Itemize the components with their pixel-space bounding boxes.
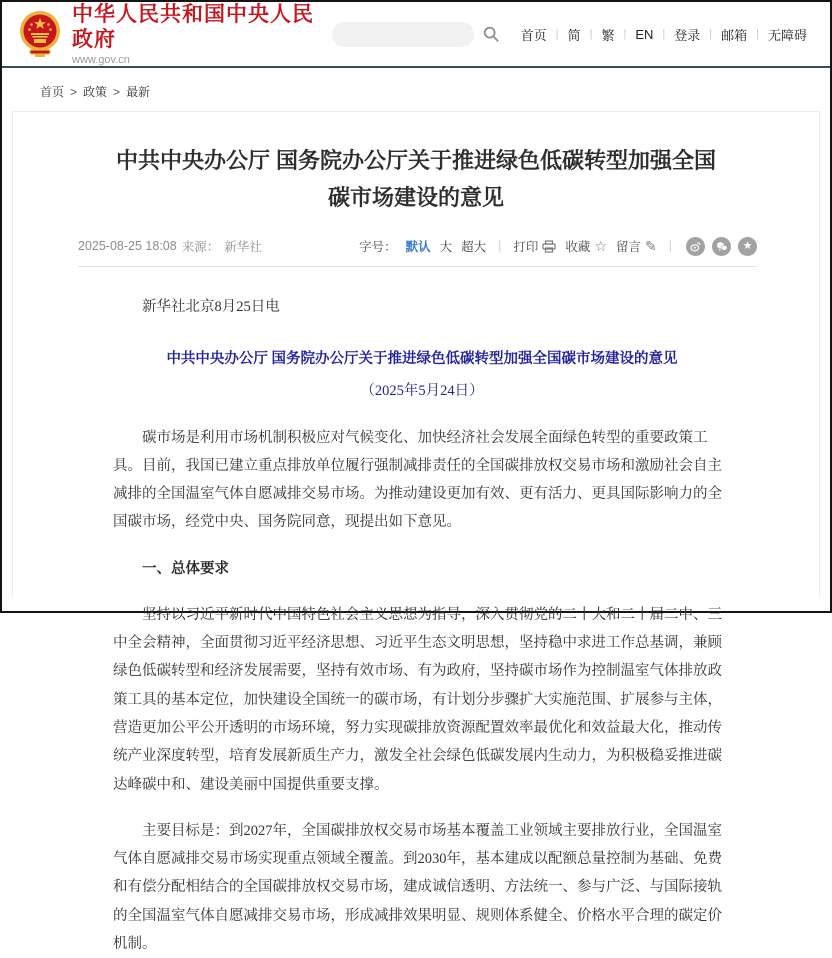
fontsize-label: 字号： xyxy=(359,240,397,255)
article-container xyxy=(12,111,820,952)
print-label: 打印 xyxy=(513,240,539,255)
share-wechat-button[interactable] xyxy=(712,237,731,256)
favorite-button[interactable] xyxy=(565,237,607,255)
paragraph-main-goals: 主要目标是：到2027年，全国碳排放权交易市场基本覆盖工业领域主要排放行业，全国温室气体自愿减排交易市场实现重点领域全覆盖。到2030年，基本建成以配额总量控制为基础、免费和有偿分配相结合的全国碳排放权交易市场，建成诚信透明、方法统一、参与广泛、与国际接轨的全国温室气体自愿减排交易市场，形成减排效果明显、规则体系健全、价格水平合理的碳定价机制。 xyxy=(113,822,722,952)
document-date: （2025年5月24日） xyxy=(360,383,484,400)
site-header xyxy=(2,2,830,68)
source-name[interactable]: 新华社 xyxy=(224,240,262,255)
article-body xyxy=(113,293,731,958)
comment-button[interactable] xyxy=(616,237,657,255)
qzone-star-icon: ★ xyxy=(742,239,753,252)
fontsize-large-button[interactable]: 大 xyxy=(439,240,453,255)
search-input[interactable] xyxy=(332,22,474,47)
breadcrumb xyxy=(2,68,830,111)
breadcrumb-policy[interactable]: 政策 xyxy=(83,85,108,99)
nav-login[interactable]: 登录 xyxy=(674,27,701,43)
nav-separator: | xyxy=(623,28,627,40)
page-title: 中共中央办公厅 国务院办公厅关于推进绿色低碳转型加强全国碳市场建设的意见 xyxy=(115,148,717,211)
comment-label: 留言 xyxy=(616,240,642,255)
share-qzone-button[interactable] xyxy=(738,237,757,256)
pencil-icon: ✎ xyxy=(645,237,657,254)
nav-simplified[interactable]: 简 xyxy=(567,27,581,43)
breadcrumb-latest[interactable]: 最新 xyxy=(126,85,151,99)
nav-separator: | xyxy=(555,28,559,40)
nav-separator: | xyxy=(662,28,666,40)
national-emblem-icon xyxy=(18,10,62,58)
fontsize-default-button[interactable]: 默认 xyxy=(405,240,431,255)
wechat-icon xyxy=(716,241,728,252)
site-logo[interactable] xyxy=(18,2,332,66)
nav-traditional[interactable]: 繁 xyxy=(601,27,615,43)
nav-english[interactable]: EN xyxy=(635,26,654,42)
nav-separator: | xyxy=(709,28,713,40)
fontsize-xlarge-button[interactable]: 超大 xyxy=(461,240,487,255)
meta-separator: | xyxy=(668,239,672,254)
print-button[interactable] xyxy=(513,237,556,255)
nav-mail[interactable]: 邮箱 xyxy=(721,27,748,43)
share-weibo-button[interactable] xyxy=(686,237,705,256)
document-title: 中共中央办公厅 国务院办公厅关于推进绿色低碳转型加强全国碳市场建设的意见 xyxy=(166,351,678,368)
nav-home[interactable]: 首页 xyxy=(520,27,547,43)
weibo-icon xyxy=(690,241,701,252)
share-buttons xyxy=(686,237,757,256)
favorite-label: 收藏 xyxy=(565,240,591,255)
breadcrumb-separator: > xyxy=(113,84,121,99)
printer-icon xyxy=(542,240,556,253)
paragraph-guiding-principles: 坚持以习近平新时代中国特色社会主义思想为指导，深入贯彻党的二十大和二十届二中、三中全会精神，全面贯彻习近平经济思想、习近平生态文明思想，坚持稳中求进工作总基调，兼顾绿色低碳转型和经济发展需要，坚持有效市场、有为政府，坚持碳市场作为控制温室气体排放政策工具的基本定位，加快建设全国统一的碳市场，有计划分步骤扩大实施范围、扩展参与主体，营造更加公平公开透明的市场环境，努力实现碳排放资源配置效率最优化和效益最大化，推动传统产业深度转型，培育发展新质生产力，激发全社会绿色低碳发展内生动力，为积极稳妥推进碳达峰碳中和、建设美丽中国提供重要支撑。 xyxy=(113,606,722,793)
source-label: 来源： xyxy=(181,240,220,255)
dateline: 新华社北京8月25日电 xyxy=(142,298,280,315)
article-meta-bar xyxy=(78,237,757,256)
top-nav xyxy=(512,25,816,44)
breadcrumb-home[interactable]: 首页 xyxy=(40,85,65,99)
search-icon[interactable] xyxy=(482,25,500,43)
nav-accessibility[interactable]: 无障碍 xyxy=(767,27,807,43)
nav-separator: | xyxy=(756,28,759,40)
section-heading-1: 一、总体要求 xyxy=(142,560,229,577)
site-title: 中华人民共和国中央人民政府 xyxy=(72,2,314,51)
paragraph-intro: 碳市场是利用市场机制积极应对气候变化、加快经济社会发展全面绿色转型的重要政策工具。目前，我国已建立重点排放单位履行强制减排责任的全国碳排放权交易市场和激励社会自主减排的全国温室气体自愿减排交易市场。为推动建设更加有效、更有活力、更具国际影响力的全国碳市场，经党中央、国务院同意，现提出如下意见。 xyxy=(113,429,722,531)
breadcrumb-separator: > xyxy=(70,84,78,99)
site-url: www.gov.cn xyxy=(72,54,130,67)
nav-separator: | xyxy=(589,28,593,40)
meta-separator: | xyxy=(498,239,502,254)
star-icon: ☆ xyxy=(594,237,607,254)
publish-datetime: 2025-08-25 18:08 xyxy=(78,239,177,254)
meta-divider xyxy=(78,266,757,267)
